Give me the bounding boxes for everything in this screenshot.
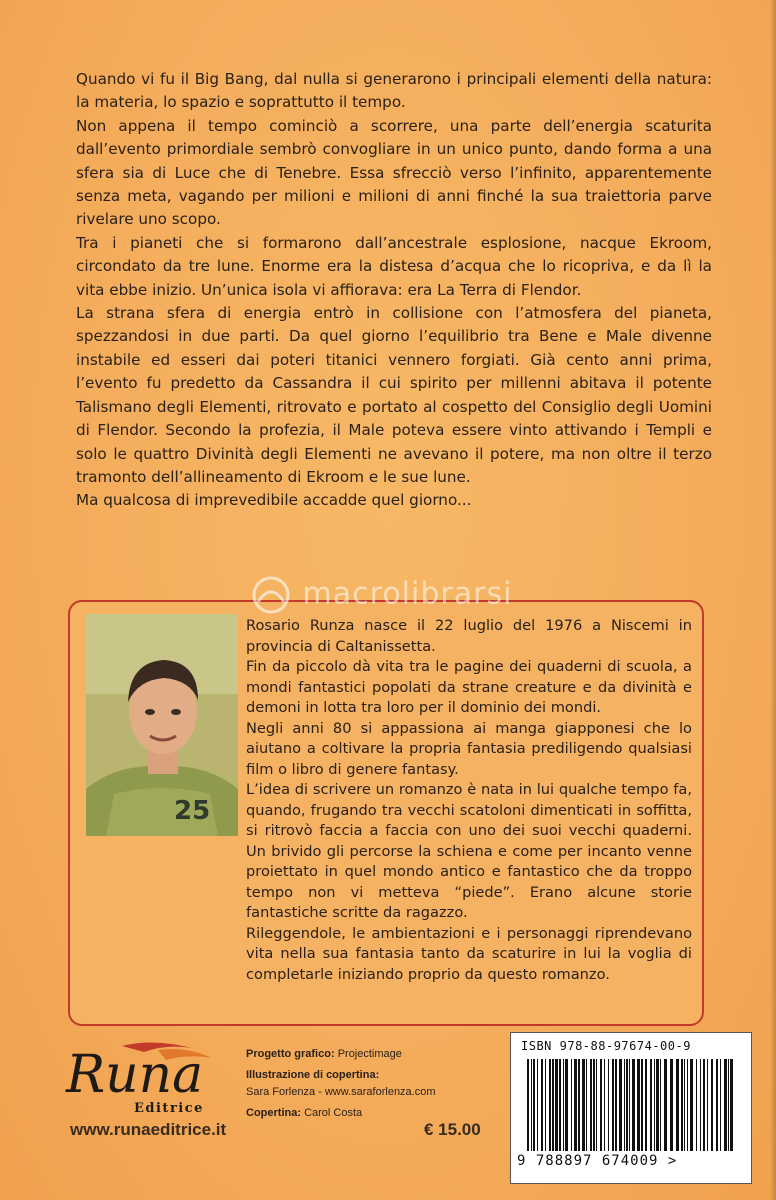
author-portrait-icon	[86, 614, 238, 836]
synopsis-paragraph: Ma qualcosa di imprevedibile accadde quel giorno...	[76, 491, 472, 510]
barcode-bar	[696, 1059, 697, 1151]
barcode-bar	[660, 1059, 661, 1151]
barcode-bar	[629, 1059, 630, 1151]
barcode-bar	[571, 1059, 572, 1151]
barcode-bar	[690, 1059, 693, 1151]
watermark-text: macrolibrarsi	[302, 576, 513, 612]
barcode-bar	[608, 1059, 609, 1151]
barcode-bar	[531, 1059, 532, 1151]
macrolibrarsi-logo-icon	[250, 574, 292, 616]
barcode-bar	[632, 1059, 635, 1151]
barcode-bar	[730, 1059, 733, 1151]
price: € 15.00	[424, 1120, 481, 1139]
author-bio-text	[246, 616, 692, 985]
barcode-bar	[687, 1059, 688, 1151]
synopsis-paragraph: Tra i pianeti che si formarono dall’ancestrale esplosione, nacque Ekroom, circondato da tre lune. Enorme era la distesa d’acqua che lo ricopriva, e da lì la vita ebbe inizio. Un’unica isola vi affiorava: era La Terra di Flendor.	[76, 233, 712, 299]
barcode-bar	[684, 1059, 685, 1151]
synopsis-paragraph: La strana sfera di energia entrò in collisione con l’atmosfera del pianeta, spezzandosi in due parti. Da quel giorno l’equilibrio tra Bene e Male divenne instabile ed esseri dai poteri titanici vennero forgiati. Già cento anni prima, l’evento fu predetto da Cassandra il cui spirito per millenni abitava il potente Talismano degli Elementi, ritrovato e portato al cospetto del Consiglio degli Uomini di Flendor. Secondo la profezia, il Male poteva essere vinto attivando i Templi e solo le quattro Divinità degli Elementi ne avevano il potere, ma non oltre il terzo tramonto dell’allineamento di Ekroom e le sue lune.	[76, 304, 712, 486]
barcode-bar	[533, 1059, 535, 1151]
barcode-bar	[700, 1059, 701, 1151]
barcode-bar	[590, 1059, 592, 1151]
isbn-digits: 9 788897 674009 >	[517, 1153, 678, 1169]
barcode-bar	[586, 1059, 587, 1151]
logo-word: Runa	[66, 1045, 204, 1105]
synopsis-paragraph: Quando vi fu il Big Bang, dal nulla si generarono i principali elementi della natura: la materia, lo spazio e soprattutto il tempo.	[76, 70, 712, 112]
svg-text:25: 25	[174, 796, 211, 826]
barcode-bar	[552, 1059, 554, 1151]
barcode-icon	[521, 1059, 741, 1155]
credits	[246, 1046, 506, 1122]
author-paragraph: Fin da piccolo dà vita tra le pagine dei quaderni di scuola, a mondi fantastici popolati da strane creature e da divinità e demoni in lotta tra loro per il dominio dei mondi.	[246, 658, 692, 716]
barcode-bar	[724, 1059, 727, 1151]
barcode-bar	[565, 1059, 568, 1151]
barcode-bar	[711, 1059, 713, 1151]
barcode-bar	[681, 1059, 683, 1151]
author-paragraph: Rileggendole, le ambientazioni e i personaggi riprendevano vita nella sua fantasia tanto da scaturire in lui la voglia di completarle iniziando proprio da questo romanzo.	[246, 924, 692, 983]
author-paragraph: Rosario Runza nasce il 22 luglio del 1976 a Niscemi in provincia di Caltanissetta.	[246, 617, 692, 655]
credit-design-label: Progetto grafico:	[246, 1048, 335, 1060]
barcode-bar	[549, 1059, 551, 1151]
barcode-bar	[596, 1059, 597, 1151]
barcode-bar	[716, 1059, 718, 1151]
credit-design-value: Projectimage	[337, 1048, 402, 1060]
barcode-bar	[541, 1059, 543, 1151]
barcode-bar	[619, 1059, 622, 1151]
barcode-bar	[656, 1059, 659, 1151]
barcode-bar	[624, 1059, 625, 1151]
barcode-bar	[527, 1059, 529, 1151]
barcode-bar	[600, 1059, 602, 1151]
synopsis-text	[76, 68, 712, 513]
author-paragraph: L’idea di scrivere un romanzo è nata in lui qualche tempo fa, quando, frugando tra vecchi scatoloni dimenticati in soffitta, si ritrovò faccia a faccia con uno dei suoi vecchi quaderni. Un brivido gli percorse la schiena e come per incanto venne proiettato in quel mondo antico e fantastico che da troppo tempo non vi metteva “piede”. Erano alcune storie fantastiche scritte da ragazzo.	[246, 781, 692, 921]
credit-design	[246, 1046, 506, 1063]
barcode-bar	[720, 1059, 721, 1151]
barcode-bar	[670, 1059, 673, 1151]
barcode-bar	[645, 1059, 647, 1151]
barcode-bar	[593, 1059, 595, 1151]
credit-cover-value: Carol Costa	[304, 1107, 363, 1119]
author-bio-box	[68, 600, 704, 1026]
author-photo	[86, 614, 238, 836]
barcode-bar	[578, 1059, 580, 1151]
credit-illustration-label: Illustrazione di copertina:	[246, 1069, 380, 1081]
barcode-bar	[615, 1059, 617, 1151]
credit-cover-label: Copertina:	[246, 1107, 301, 1119]
barcode-bar	[582, 1059, 585, 1151]
runa-logo-icon	[62, 1036, 224, 1118]
barcode-bar	[707, 1059, 708, 1151]
barcode-bar	[637, 1059, 640, 1151]
barcode-bar	[545, 1059, 546, 1151]
barcode-bar	[537, 1059, 538, 1151]
barcode-bar	[574, 1059, 577, 1151]
barcode-bar	[563, 1059, 564, 1151]
barcode-bar	[626, 1059, 628, 1151]
edge-shadow	[770, 0, 776, 1200]
publisher-website[interactable]: www.runaeditrice.it	[70, 1120, 227, 1139]
isbn-label: ISBN 978-88-97674-00-9	[521, 1039, 691, 1053]
credit-illustration-value: Sara Forlenza - www.saraforlenza.com	[246, 1086, 436, 1098]
barcode-bar	[555, 1059, 558, 1151]
barcode-bar	[728, 1059, 729, 1151]
barcode-bar	[641, 1059, 643, 1151]
barcode-bar	[612, 1059, 614, 1151]
isbn-barcode-box	[510, 1032, 752, 1184]
barcode-bar	[604, 1059, 605, 1151]
publisher-logo	[62, 1036, 224, 1118]
barcode-bar	[664, 1059, 667, 1151]
author-paragraph: Negli anni 80 si appassiona ai manga giapponesi che lo aiutano a coltivare la propria fantasia prediligendo qualsiasi film o libro di genere fantasy.	[246, 719, 692, 778]
barcode-bar	[559, 1059, 561, 1151]
credit-illustration	[246, 1067, 506, 1101]
synopsis-paragraph: Non appena il tempo cominciò a scorrere, una parte dell’energia scaturita dall’evento primordiale sembrò convogliare in un unico punto, dando forma a una sfera sia di Luce che di Tenebre. Essa sfrecciò verso l’infinito, apparentemente senza meta, vagando per milioni e milioni di anni finché la sua traiettoria parve rivelare uno scopo.	[76, 116, 712, 229]
barcode-bar	[650, 1059, 652, 1151]
barcode-bar	[703, 1059, 705, 1151]
watermark	[250, 574, 550, 624]
logo-subtitle: Editrice	[134, 1101, 204, 1116]
barcode-bar	[676, 1059, 679, 1151]
barcode-bar	[654, 1059, 655, 1151]
